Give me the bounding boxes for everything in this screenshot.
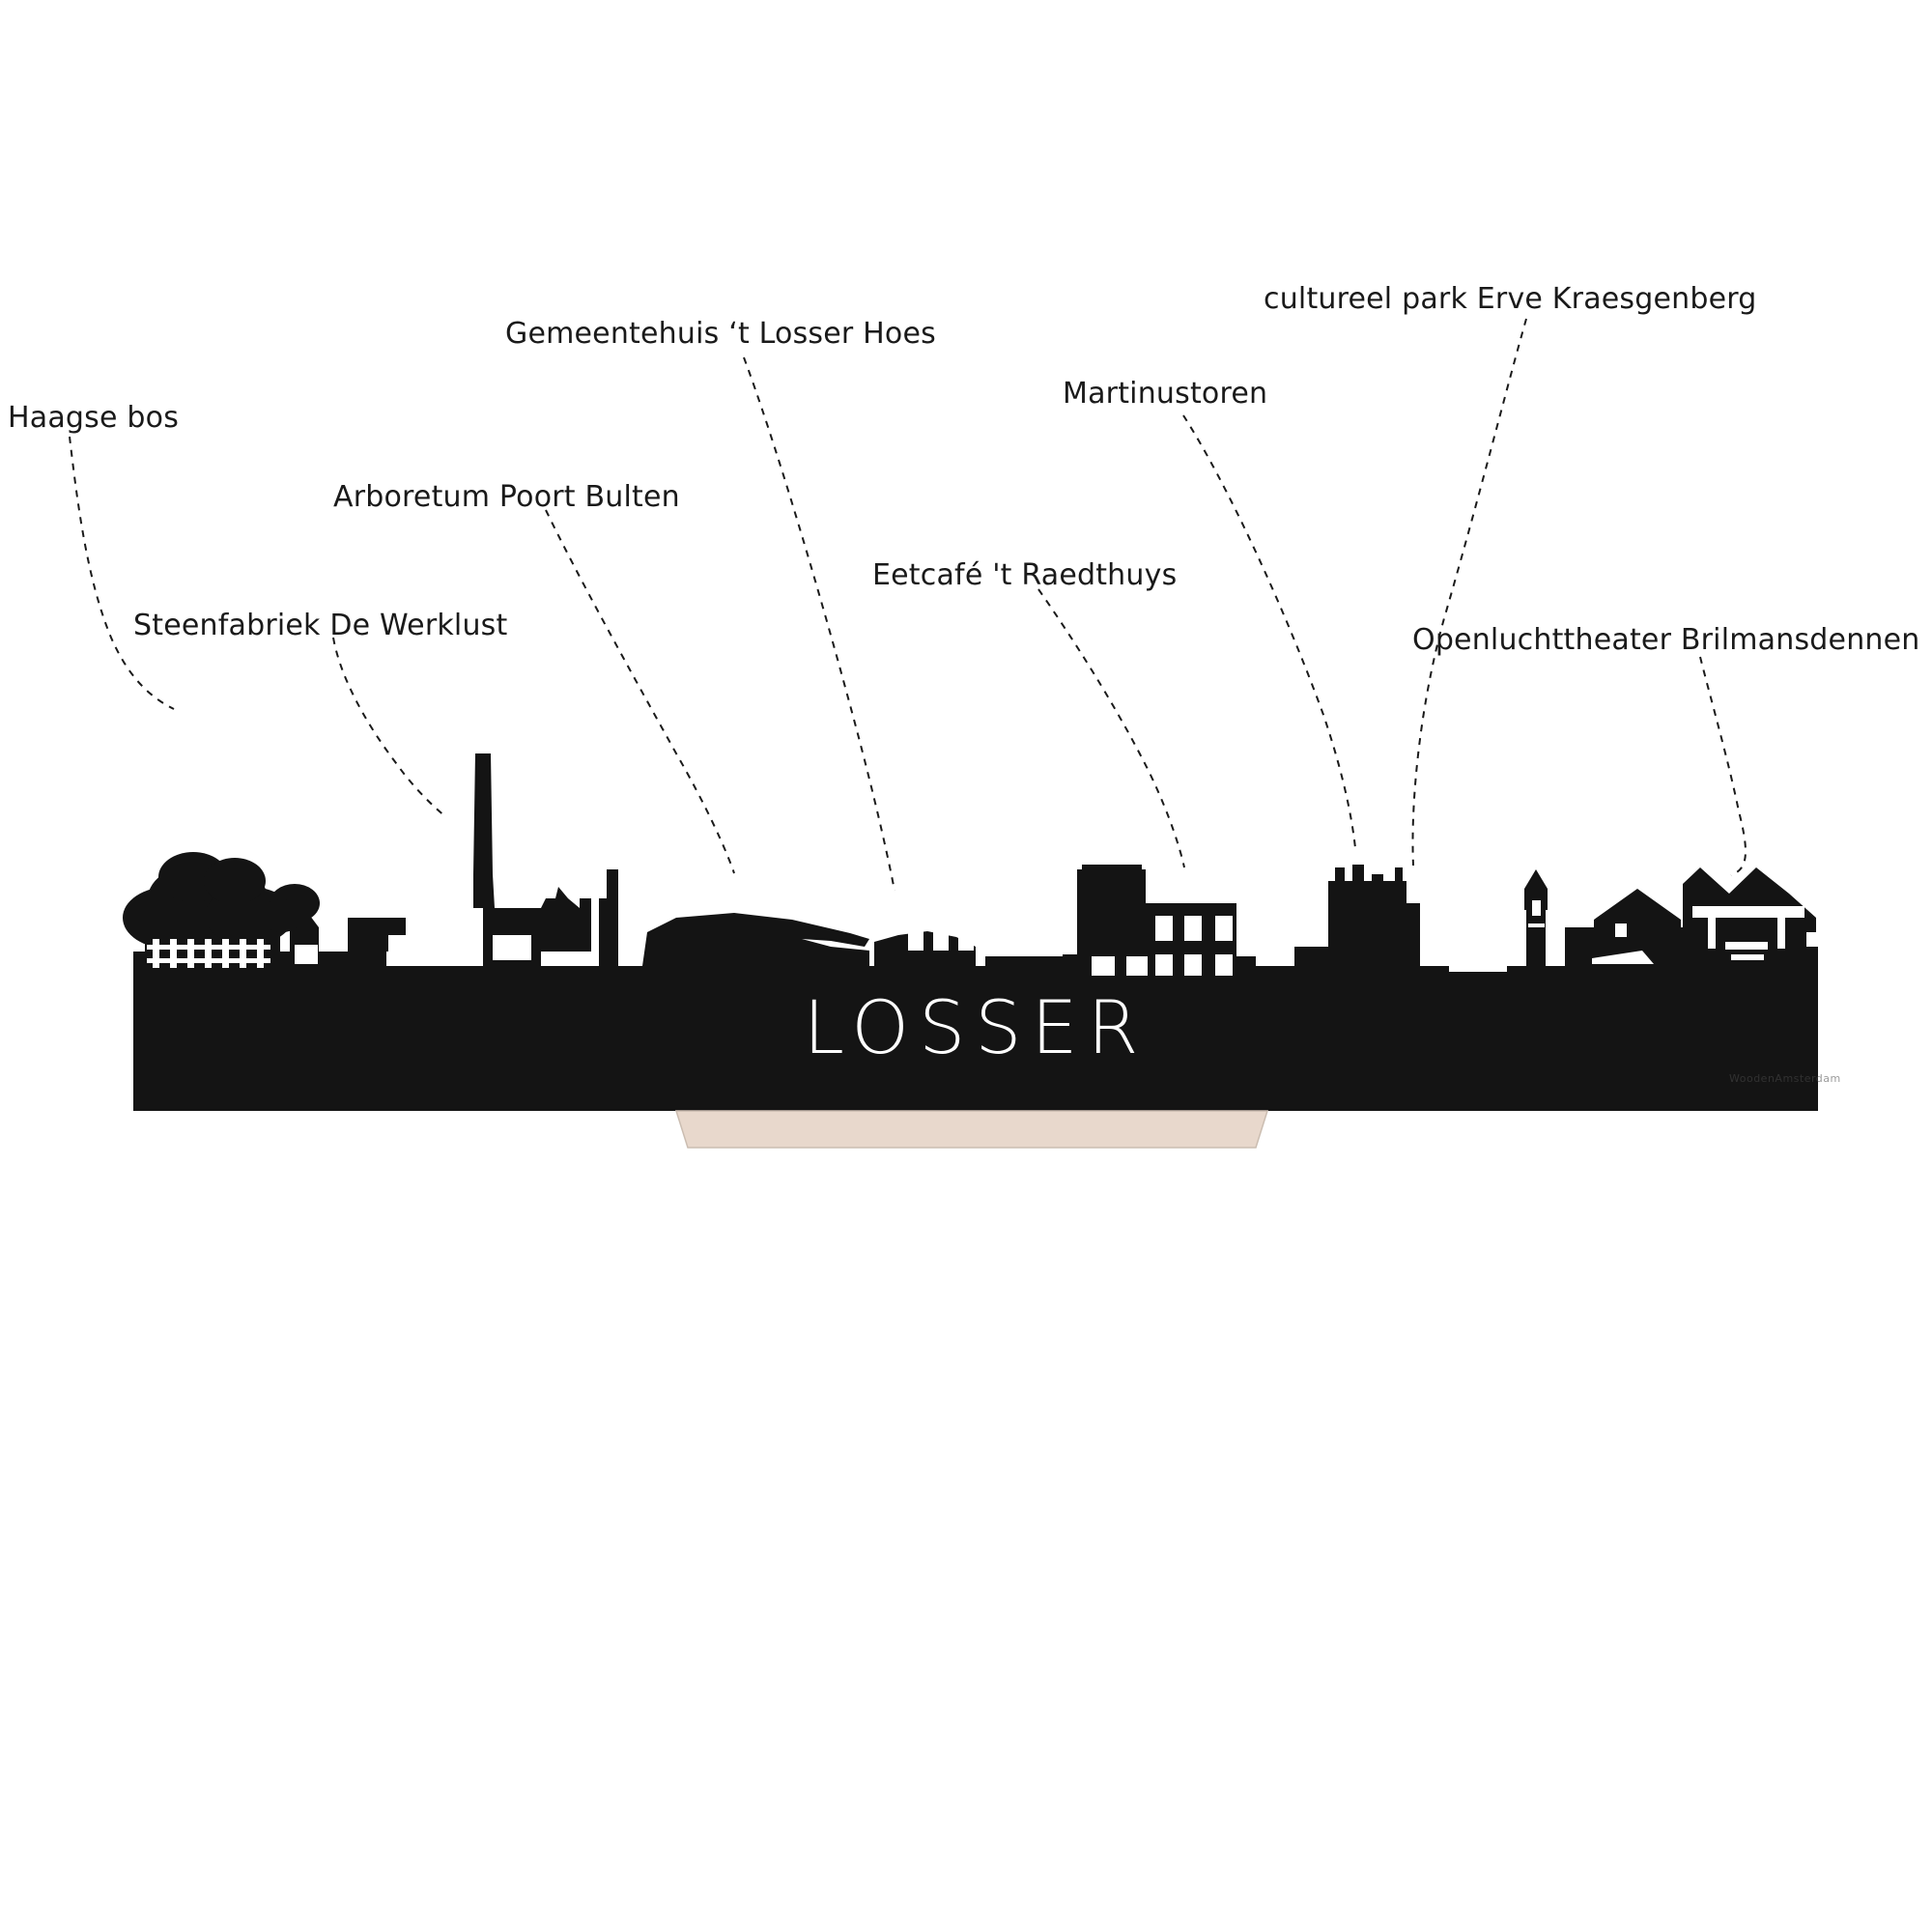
leader-lines bbox=[70, 319, 1746, 891]
label-cultureel-park-erve-kraesgenberg: cultureel park Erve Kraesgenberg bbox=[1264, 282, 1757, 316]
leader-line-martinustoren bbox=[1183, 415, 1355, 848]
label-martinustoren: Martinustoren bbox=[1063, 377, 1268, 411]
label-gemeentehuis-t-losser-hoes: Gemeentehuis ‘t Losser Hoes bbox=[505, 317, 936, 351]
leader-line-haagse-bos bbox=[70, 437, 174, 709]
label-steenfabriek-de-werklust: Steenfabriek De Werklust bbox=[133, 609, 508, 642]
wooden-base bbox=[676, 1111, 1267, 1148]
leader-line-cultureel-park bbox=[1412, 319, 1526, 866]
leader-line-arboretum bbox=[546, 510, 734, 873]
leader-line-openluchttheater bbox=[1700, 657, 1746, 875]
panel-wordmark: LOSSER bbox=[803, 984, 1149, 1070]
label-eetcafe-t-raedthuys: Eetcafé 't Raedthuys bbox=[872, 558, 1178, 592]
leader-line-eetcafe bbox=[1038, 589, 1184, 867]
watermark-text: WoodenAmsterdam bbox=[1729, 1072, 1841, 1085]
label-arboretum-poort-bulten: Arboretum Poort Bulten bbox=[333, 480, 680, 514]
leader-line-steenfabriek bbox=[333, 638, 446, 817]
label-openluchttheater-brilmansdennen: Openluchttheater Brilmansdennen bbox=[1412, 623, 1920, 657]
leader-line-gemeentehuis bbox=[744, 357, 895, 891]
label-haagse-bos: Haagse bos bbox=[8, 401, 180, 435]
